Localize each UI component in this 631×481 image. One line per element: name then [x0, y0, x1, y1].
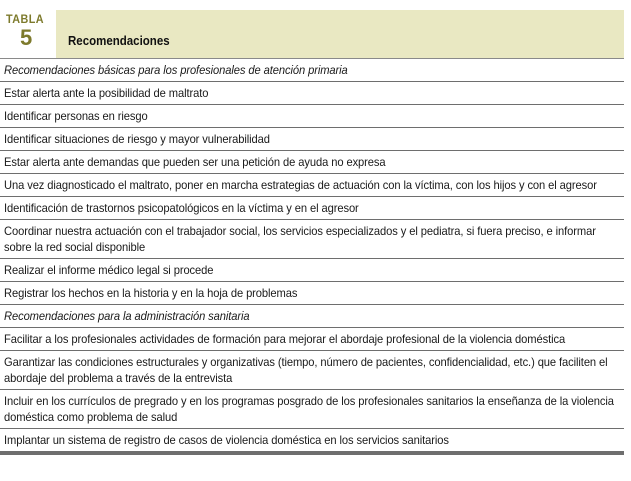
table-row [0, 328, 624, 351]
table-row [0, 390, 624, 429]
row-text: Una vez diagnosticado el maltrato, poner en marcha estrategias de actuación con la víctima, con los hijos y con el agresor [4, 178, 597, 192]
table-row [0, 174, 624, 197]
section-header-text: Recomendaciones para la administración sanitaria [4, 309, 250, 323]
row-text: Coordinar nuestra actuación con el trabajador social, los servicios especializados y el pediatra, si fuera preciso, e informar sobre la red social disponible [4, 224, 596, 254]
table-row [0, 282, 624, 305]
table-body [0, 58, 624, 452]
table-tag-label: TABLA [6, 12, 45, 26]
row-text: Garantizar las condiciones estructurales y organizativas (tiempo, número de pacientes, confidencialidad, etc.) que faciliten el abordaje del problema a través de la entrevista [4, 355, 608, 385]
row-text: Estar alerta ante demandas que pueden ser una petición de ayuda no expresa [4, 155, 386, 169]
table-title: Recomendaciones [68, 34, 170, 48]
table-title-band [56, 10, 624, 58]
section-header-text: Recomendaciones básicas para los profesionales de atención primaria [4, 63, 348, 77]
table-row [0, 105, 624, 128]
table-row [0, 82, 624, 105]
table-row [0, 351, 624, 390]
table-tag-number: 5 [20, 25, 33, 50]
table-row [0, 151, 624, 174]
row-text: Identificar situaciones de riesgo y mayor vulnerabilidad [4, 132, 270, 146]
recommendations-table [0, 10, 624, 455]
row-text: Identificar personas en riesgo [4, 109, 148, 123]
section-header-row [0, 305, 624, 328]
row-text: Identificación de trastornos psicopatológicos en la víctima y en el agresor [4, 201, 359, 215]
table-bottom-rule [0, 452, 624, 455]
table-tag [0, 10, 56, 58]
row-text: Facilitar a los profesionales actividades de formación para mejorar el abordaje profesional de la violencia doméstica [4, 332, 566, 346]
row-text: Implantar un sistema de registro de casos de violencia doméstica en los servicios sanitarios [4, 433, 449, 447]
table-row [0, 220, 624, 259]
row-text: Incluir en los currículos de pregrado y en los programas posgrado de los profesionales sanitarios la enseñanza de la violencia doméstica como problema de salud [4, 394, 614, 424]
row-text: Realizar el informe médico legal si procede [4, 263, 214, 277]
section-header-row [0, 59, 624, 82]
row-text: Estar alerta ante la posibilidad de maltrato [4, 86, 209, 100]
table-header [0, 10, 624, 58]
table-row [0, 128, 624, 151]
table-row [0, 197, 624, 220]
table-row [0, 259, 624, 282]
table-row [0, 429, 624, 452]
row-text: Registrar los hechos en la historia y en la hoja de problemas [4, 286, 298, 300]
